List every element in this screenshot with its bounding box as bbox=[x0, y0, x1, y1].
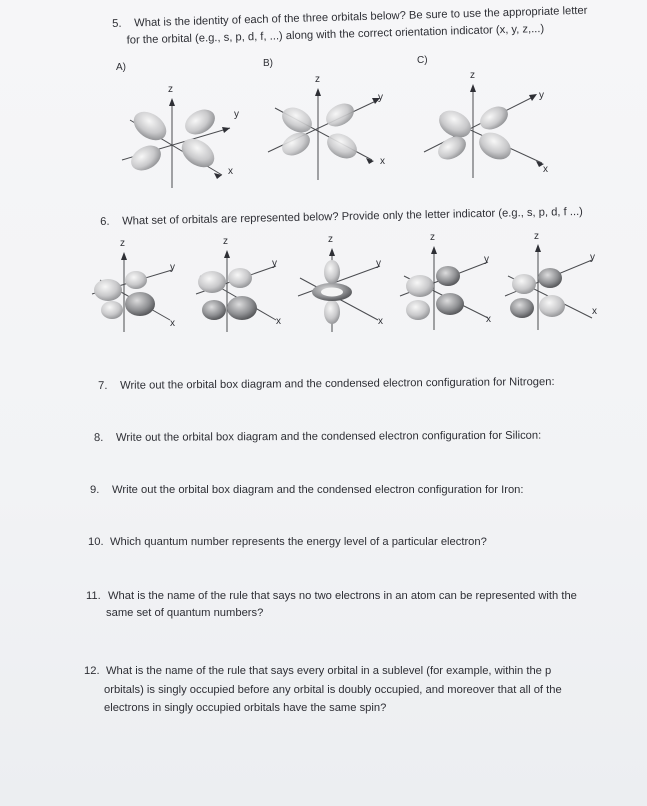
question-12-line-1: What is the name of the rule that says every orbital in a sublevel (for example, within the p bbox=[106, 665, 552, 677]
axis-label-y: y bbox=[539, 90, 544, 101]
orbital-label-b: B) bbox=[263, 58, 273, 69]
orbital-figure-b bbox=[268, 74, 385, 180]
axis-label-x: x bbox=[228, 166, 233, 177]
question-11 bbox=[86, 588, 577, 622]
axis-label-y: y bbox=[170, 262, 175, 273]
question-7 bbox=[98, 374, 555, 395]
question-8 bbox=[94, 428, 541, 447]
orbital-set-figure-2 bbox=[196, 236, 281, 332]
question-5 bbox=[112, 3, 588, 50]
question-5-line-2: for the orbital (e.g., s, p, d, f, ...) along with the correct orientation indicator (x, y, z,...) bbox=[126, 22, 545, 47]
axis-label-z: z bbox=[328, 234, 333, 245]
question-11-line-1: What is the name of the rule that says no two electrons in an atom can be represented with the bbox=[108, 590, 577, 602]
question-12-line-2: orbitals) is singly occupied before any orbital is doubly occupied, and moreover that all of the bbox=[104, 683, 562, 696]
axis-label-y: y bbox=[234, 109, 239, 120]
question-10-text: Which quantum number represents the energy level of a particular electron? bbox=[110, 536, 487, 548]
axis-label-x: x bbox=[276, 316, 281, 327]
axis-label-x: x bbox=[486, 314, 491, 325]
axis-label-x: x bbox=[592, 306, 597, 317]
axis-label-z: z bbox=[168, 84, 173, 95]
q5-orbital-figures bbox=[0, 60, 647, 200]
question-8-number: 8. bbox=[94, 431, 104, 444]
orbital-set-figure-3 bbox=[298, 234, 383, 332]
question-11-line-2: same set of quantum numbers? bbox=[106, 607, 264, 619]
question-12 bbox=[84, 662, 562, 718]
axis-label-y: y bbox=[590, 252, 595, 263]
question-12-number: 12. bbox=[84, 665, 100, 677]
axis-label-y: y bbox=[272, 258, 277, 269]
question-5-number: 5. bbox=[112, 17, 122, 30]
axis-label-y: y bbox=[378, 92, 383, 103]
orbital-label-a: A) bbox=[116, 62, 126, 73]
axis-label-y: y bbox=[484, 254, 489, 265]
axis-label-z: z bbox=[315, 74, 320, 85]
question-9 bbox=[90, 482, 524, 499]
orbital-figure-a bbox=[122, 84, 239, 188]
question-6 bbox=[100, 204, 583, 231]
axis-label-x: x bbox=[170, 318, 175, 329]
axis-label-y: y bbox=[376, 258, 381, 269]
orbital-set-figure-5 bbox=[505, 232, 597, 330]
question-12-line-3: electrons in singly occupied orbitals have the same spin? bbox=[104, 702, 387, 714]
axis-label-x: x bbox=[543, 164, 548, 175]
axis-label-x: x bbox=[380, 156, 385, 167]
question-9-number: 9. bbox=[90, 484, 100, 496]
orbital-label-c: C) bbox=[417, 55, 428, 66]
question-6-text: What set of orbitals are represented below? Provide only the letter indicator (e.g., s, p, d, f ...) bbox=[122, 205, 583, 228]
question-5-line-1: What is the identity of each of the three orbitals below? Be sure to use the appropriate letter bbox=[134, 4, 588, 30]
orbital-set-figure-4 bbox=[400, 232, 491, 330]
axis-label-z: z bbox=[470, 70, 475, 81]
axis-label-z: z bbox=[120, 238, 125, 249]
question-11-number: 11. bbox=[86, 590, 101, 602]
axis-label-z: z bbox=[534, 232, 539, 242]
question-6-number: 6. bbox=[100, 215, 110, 228]
axis-label-x: x bbox=[378, 316, 383, 327]
question-7-number: 7. bbox=[98, 379, 108, 392]
question-8-text: Write out the orbital box diagram and the condensed electron configuration for Silicon: bbox=[116, 429, 542, 444]
orbital-figure-c bbox=[424, 70, 548, 178]
axis-label-z: z bbox=[430, 232, 435, 243]
question-9-text: Write out the orbital box diagram and the condensed electron configuration for Iron: bbox=[112, 484, 524, 496]
question-10 bbox=[88, 534, 487, 551]
orbital-set-figure-1 bbox=[92, 238, 175, 332]
q6-orbital-figures bbox=[0, 232, 647, 342]
question-10-number: 10. bbox=[88, 536, 104, 548]
question-7-text: Write out the orbital box diagram and the condensed electron configuration for Nitrogen: bbox=[120, 376, 555, 392]
axis-label-z: z bbox=[223, 236, 228, 247]
